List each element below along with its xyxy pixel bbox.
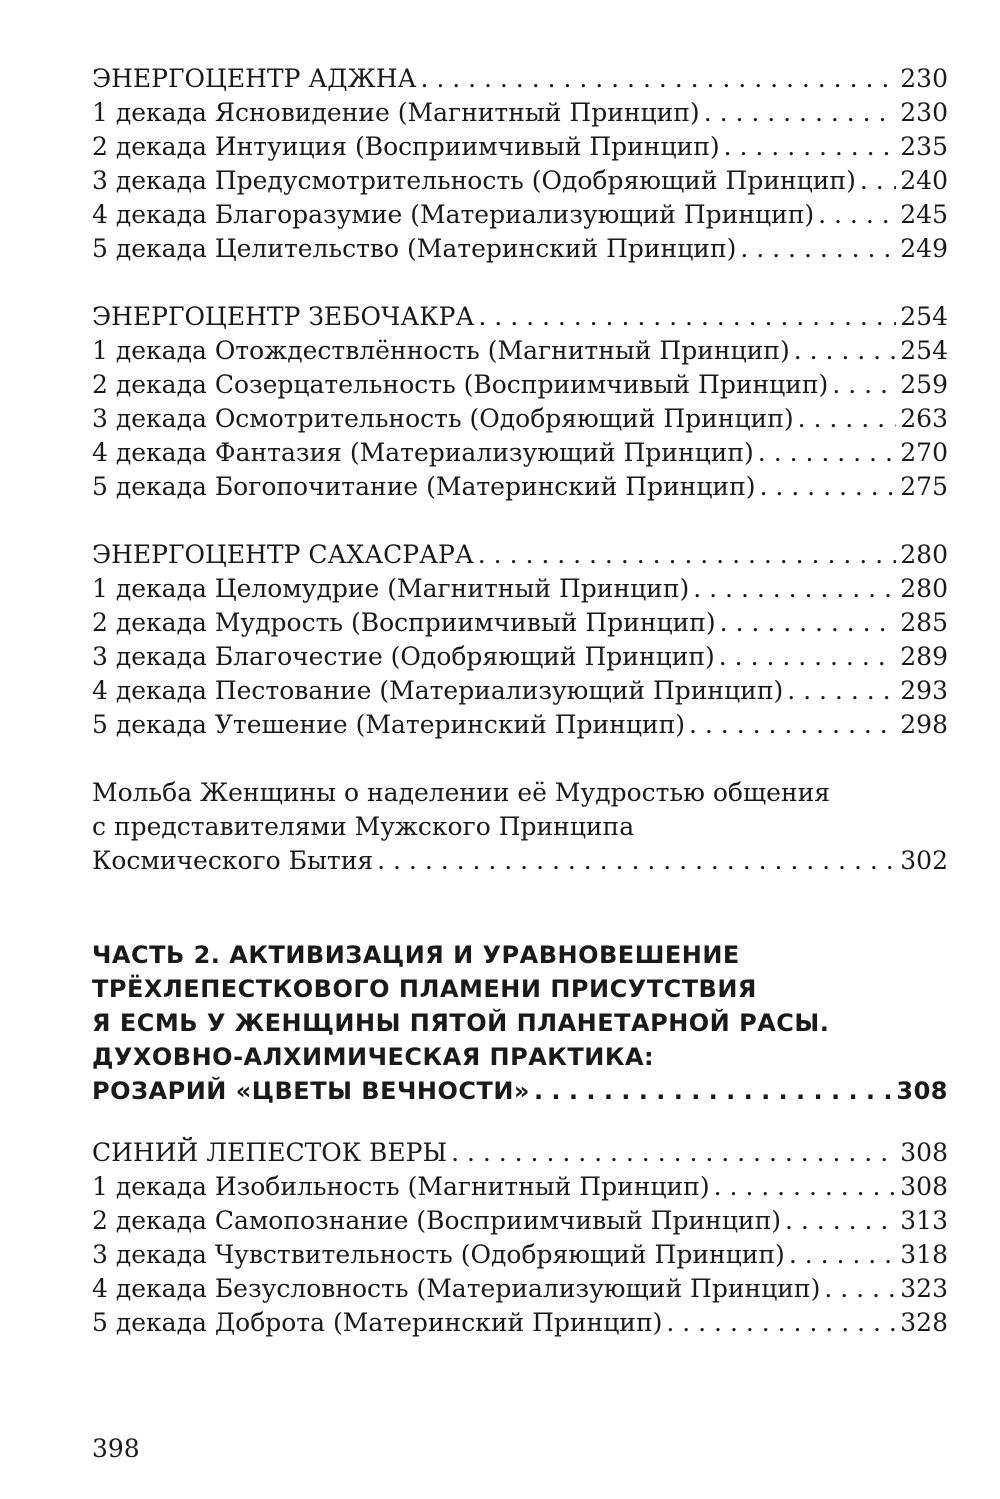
toc-entry[interactable] [92, 436, 948, 470]
toc-entry[interactable] [92, 334, 948, 368]
leader-dots [534, 1074, 892, 1108]
leader-dots [451, 1136, 896, 1170]
toc-heading-ajna[interactable] [92, 62, 948, 96]
toc-page: 249 [900, 234, 948, 263]
toc-title: 1 декада Ясновидение (Магнитный Принцип) [92, 98, 700, 127]
toc-page: 313 [900, 1206, 948, 1235]
toc-entry[interactable] [92, 96, 948, 130]
toc-title: ЭНЕРГОЦЕНТР ЗЕБОЧАКРА [92, 302, 475, 331]
toc-entry[interactable] [92, 1204, 948, 1238]
leader-dots [789, 1238, 896, 1272]
leader-dots [666, 1306, 896, 1340]
part2-line-3: Я ЕСМЬ У ЖЕНЩИНЫ ПЯТОЙ ПЛАНЕТАРНОЙ РАСЫ. [92, 1009, 830, 1037]
leader-dots [760, 470, 897, 504]
toc-page: 245 [900, 200, 948, 229]
spacer [92, 1108, 948, 1136]
toc-page: 308 [896, 1077, 948, 1105]
toc-title: 3 декада Чувствительность (Одобряющий Принцип) [92, 1240, 785, 1269]
prayer-line-2: с представителями Мужского Принципа [92, 812, 635, 841]
toc-entry[interactable] [92, 1170, 948, 1204]
leader-dots [740, 232, 896, 266]
toc-heading-blue-petal[interactable] [92, 1136, 948, 1170]
toc-title: 5 декада Утешение (Материнский Принцип) [92, 710, 686, 739]
toc-title: 4 декада Пестование (Материализующий Принцип) [92, 676, 784, 705]
toc-page: 230 [900, 98, 948, 127]
part2-line-1: ЧАСТЬ 2. АКТИВИЗАЦИЯ И УРАВНОВЕШЕНИЕ [92, 941, 740, 969]
leader-dots [720, 606, 897, 640]
leader-dots [478, 538, 897, 572]
toc-title: 1 декада Отождествлённость (Магнитный Принцип) [92, 336, 790, 365]
toc-entry[interactable] [92, 1306, 948, 1340]
prayer-line-1: Мольба Женщины о наделении её Мудростью общения [92, 778, 831, 807]
toc-title: 2 декада Интуиция (Восприимчивый Принцип) [92, 132, 720, 161]
toc-page: 323 [900, 1274, 948, 1303]
toc-entry[interactable] [92, 708, 948, 742]
toc-page: 328 [900, 1308, 948, 1337]
toc-page: 298 [900, 710, 948, 739]
toc-page: 280 [900, 574, 948, 603]
toc-entry-prayer[interactable] [92, 844, 948, 878]
toc-title: 5 декада Доброта (Материнский Принцип) [92, 1308, 663, 1337]
toc-page: 263 [900, 404, 948, 433]
leader-dots [798, 402, 897, 436]
part2-line-4: ДУХОВНО-АЛХИМИЧЕСКАЯ ПРАКТИКА: [92, 1043, 655, 1071]
toc-title: 3 декада Осмотрительность (Одобряющий Принцип) [92, 404, 794, 433]
toc-entry[interactable] [92, 1272, 948, 1306]
spacer [92, 266, 948, 300]
toc-page: 235 [900, 132, 948, 161]
leader-dots [758, 436, 896, 470]
toc-title: 4 декада Фантазия (Материализующий Принцип) [92, 438, 754, 467]
toc-title: 2 декада Мудрость (Восприимчивый Принцип) [92, 608, 716, 637]
toc-page: 289 [900, 642, 948, 671]
leader-dots [860, 164, 896, 198]
table-of-contents [92, 62, 948, 1340]
leader-dots [689, 708, 896, 742]
leader-dots [832, 368, 896, 402]
toc-heading-sahasrara[interactable] [92, 538, 948, 572]
toc-page: 308 [900, 1172, 948, 1201]
toc-entry[interactable] [92, 198, 948, 232]
toc-page: 259 [900, 370, 948, 399]
spacer [92, 742, 948, 776]
leader-dots [704, 96, 897, 130]
toc-page: 254 [900, 336, 948, 365]
leader-dots [714, 1170, 897, 1204]
toc-page: 302 [900, 846, 948, 875]
toc-page: 230 [900, 64, 948, 93]
leader-dots [377, 844, 896, 878]
toc-page: 293 [900, 676, 948, 705]
toc-page: 318 [900, 1240, 948, 1269]
toc-page: 280 [900, 540, 948, 569]
leader-dots [693, 572, 896, 606]
part2-line-2: ТРЁХЛЕПЕСТКОВОГО ПЛАМЕНИ ПРИСУТСТВИЯ [92, 975, 757, 1003]
spacer [92, 878, 948, 938]
toc-title: 1 декада Изобильность (Магнитный Принцип) [92, 1172, 710, 1201]
toc-title: 2 декада Созерцательность (Восприимчивый Принцип) [92, 370, 829, 399]
leader-dots [818, 198, 896, 232]
leader-dots [724, 130, 897, 164]
toc-entry[interactable] [92, 606, 948, 640]
toc-entry[interactable] [92, 130, 948, 164]
toc-page: 308 [900, 1138, 948, 1167]
toc-title: Космического Бытия [92, 846, 374, 875]
toc-entry[interactable] [92, 470, 948, 504]
leader-dots [794, 334, 897, 368]
toc-entry[interactable] [92, 1238, 948, 1272]
toc-entry[interactable] [92, 232, 948, 266]
toc-title: РОЗАРИЙ «ЦВЕТЫ ВЕЧНОСТИ» [92, 1077, 530, 1105]
leader-dots [787, 674, 896, 708]
toc-title: 3 декада Предусмотрительность (Одобряющий Принцип) [92, 166, 856, 195]
leader-dots [420, 62, 896, 96]
toc-page: 270 [900, 438, 948, 467]
toc-title: СИНИЙ ЛЕПЕСТОК ВЕРЫ [92, 1138, 448, 1167]
leader-dots [824, 1272, 896, 1306]
toc-entry[interactable] [92, 572, 948, 606]
toc-heading-zebochakra[interactable] [92, 300, 948, 334]
toc-title: 4 декада Безусловность (Материализующий Принцип) [92, 1274, 821, 1303]
toc-title: 5 декада Целительство (Материнский Принцип) [92, 234, 737, 263]
toc-page: 275 [900, 472, 948, 501]
toc-entry[interactable] [92, 164, 948, 198]
toc-page: 285 [900, 608, 948, 637]
leader-dots [785, 1204, 896, 1238]
toc-title: 3 декада Благочестие (Одобряющий Принцип) [92, 642, 715, 671]
page-number: 398 [92, 1434, 140, 1463]
toc-entry-part2[interactable] [92, 1074, 948, 1108]
toc-title: ЭНЕРГОЦЕНТР АДЖНА [92, 64, 417, 93]
leader-dots [478, 300, 896, 334]
leader-dots [719, 640, 897, 674]
toc-title: ЭНЕРГОЦЕНТР САХАСРАРА [92, 540, 474, 569]
spacer [92, 504, 948, 538]
toc-title: 4 декада Благоразумие (Материализующий Принцип) [92, 200, 815, 229]
toc-entry[interactable] [92, 368, 948, 402]
toc-title: 1 декада Целомудрие (Магнитный Принцип) [92, 574, 690, 603]
toc-title: 5 декада Богопочитание (Материнский Принцип) [92, 472, 756, 501]
toc-page: 254 [900, 302, 948, 331]
toc-title: 2 декада Самопознание (Восприимчивый Принцип) [92, 1206, 782, 1235]
toc-page: 240 [900, 166, 948, 195]
toc-entry[interactable] [92, 402, 948, 436]
toc-entry[interactable] [92, 674, 948, 708]
toc-entry[interactable] [92, 640, 948, 674]
